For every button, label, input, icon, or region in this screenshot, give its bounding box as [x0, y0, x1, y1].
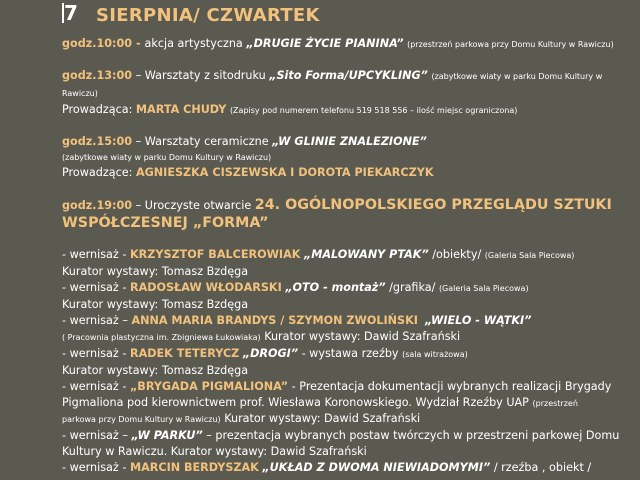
exhibition-prefix: - wernisaż –: [62, 429, 128, 443]
exhibition-prefix: - wernisaż -: [62, 248, 127, 262]
event-sep: –: [132, 199, 145, 213]
exhibition-prefix: - wernisaż -: [62, 379, 127, 393]
event-time: godz.10:00: [62, 37, 133, 50]
exhibition-text: Kultury w Rawiczu. Kurator wystawy: Dawid Szafrański: [62, 445, 367, 459]
event-place: (zabytkowe wiaty w parku Domu Kultury w Rawiczu): [62, 71, 603, 98]
leader-label: Prowadzące:: [62, 166, 133, 180]
exhibition-place: (Galeria Sala Piecowa): [484, 251, 575, 261]
exhibition-work: „MALOWANY PTAK”: [303, 248, 429, 262]
event-desc: Warsztaty z sitodruku: [144, 68, 266, 82]
event-desc: Uroczyste otwarcie: [144, 199, 252, 213]
festival-title-line2: WSPÓŁCZESNEJ „FORMA”: [62, 215, 269, 232]
exhibition-5: [62, 379, 632, 395]
exhibition-place: (przestrzeń: [532, 398, 578, 408]
exhibition-work: „OTO - montaż”: [285, 281, 386, 295]
event-time: godz.13:00: [62, 68, 133, 82]
festival-title-line1: 24. OGÓLNOPOLSKIEGO PRZEGLĄDU SZTUKI: [254, 197, 612, 214]
schedule: [62, 36, 632, 476]
exhibition-curator: Kurator wystawy: Tomasz Bzdęga: [62, 265, 249, 279]
exhibition-1: [62, 247, 632, 264]
exhibition-prefix: - wernisaż -: [62, 346, 127, 360]
exhibition-work: „UKŁAD Z DWOMA NIEWIADOMYMI”: [262, 461, 491, 475]
exhibition-type: /obiekty/: [432, 248, 482, 262]
exhibition-4: [62, 346, 632, 363]
exhibition-work: „W PARKU”: [131, 429, 203, 443]
exhibition-type: / rzeźba , obiekt /: [493, 461, 592, 475]
exhibition-7: [62, 460, 632, 476]
exhibition-3: [62, 313, 632, 329]
event-time: godz.19:00: [62, 199, 133, 213]
exhibition-6: [62, 428, 632, 444]
exhibition-type: - wystawa rzeźby: [301, 346, 399, 360]
day-number: 7: [62, 3, 86, 23]
event-desc: akcja artystyczna: [144, 37, 243, 50]
exhibition-work: „WIELO - WĄTKI”: [425, 313, 532, 327]
event-sep: –: [132, 68, 145, 82]
exhibition-text: Pigmaliona pod kierownictwem prof. Wiesława Koronowskiego. Wydział Rzeźby UAP: [62, 395, 529, 409]
exhibition-place: ( Pracownia plastyczna im. Zbigniewa Łukowiaka): [62, 332, 261, 342]
exhibition-prefix: - wernisaż -: [62, 461, 127, 475]
exhibition-curator: Kurator wystawy: Tomasz Bzdęga: [62, 363, 249, 377]
event-sep: -: [132, 37, 145, 50]
event-title: „DRUGIE ŻYCIE PIANINA”: [246, 37, 404, 50]
exhibition-text: - Prezentacja dokumentacji wybranych realizacji Brygady: [291, 379, 612, 393]
exhibition-curator: Kurator wystawy: Dawid Szafrański: [264, 329, 461, 343]
exhibition-5-line3: [62, 411, 632, 428]
exhibition-artist: ANNA MARIA BRANDYS / SZYMON ZWOLIŃSKI: [131, 313, 418, 327]
event-place: (zabytkowe wiaty w parku Domu Kultury w Rawiczu): [62, 152, 272, 162]
event-sep: –: [132, 134, 145, 148]
leader-note: (Zapisy pod numerem telefonu 519 518 556 – ilość miejsc ograniczona): [229, 105, 518, 115]
event-title: „W GLINIE ZNALEZIONE”: [272, 134, 427, 148]
event-19: [62, 196, 632, 214]
exhibition-artist: KRZYSZTOF BALCEROWIAK: [129, 248, 301, 262]
leader-label: Prowadząca:: [62, 102, 133, 116]
leader-name: MARTA CHUDY: [135, 102, 227, 116]
exhibition-artist: RADEK TETERYCZ: [129, 346, 240, 360]
exhibition-prefix: - wernisaż -: [62, 281, 127, 295]
exhibition-prefix: - wernisaż –: [62, 313, 128, 327]
day-label: SIERPNIA/ CZWARTEK: [96, 5, 320, 26]
event-time: godz.15:00: [62, 134, 133, 148]
exhibition-text: – prezentacja wybranych postaw twórczych w przestrzeni parkowej Domu: [206, 429, 620, 443]
exhibition-artist: MARCIN BERDYSZAK: [129, 461, 259, 475]
event-desc: Warsztaty ceramiczne: [144, 134, 269, 148]
event-place: (przestrzeń parkowa przy Domu Kultury w Rawiczu): [407, 40, 614, 49]
exhibition-curator: Kurator wystawy: Dawid Szafrański: [224, 412, 421, 426]
exhibition-type: /grafika/: [389, 281, 436, 295]
event-10: [62, 36, 632, 53]
event-13: [62, 68, 632, 102]
exhibition-place: (sala witrażowa): [402, 349, 468, 359]
exhibition-2: [62, 280, 632, 297]
event-15: [62, 134, 632, 150]
exhibition-3-details: [62, 329, 632, 346]
exhibition-5-line2: [62, 395, 632, 412]
exhibition-work: „DROGI”: [242, 346, 299, 360]
exhibition-artist: RADOSŁAW WŁODARSKI: [129, 281, 282, 295]
exhibition-curator: Kurator wystawy: Tomasz Bzdęga: [62, 298, 249, 312]
exhibition-work: „BRYGADA PIGMALIONA”: [129, 379, 289, 393]
exhibition-place: (Galeria Sala Piecowa): [438, 284, 529, 294]
event-13-leader: [62, 102, 632, 119]
day-header: [62, 3, 640, 27]
event-title: „Sito Forma/UPCYKLING”: [269, 68, 428, 82]
exhibition-place: parkowa przy Domu Kultury w Rawiczu): [62, 415, 221, 425]
leader-name: AGNIESZKA CISZEWSKA I DOROTA PIEKARCZYK: [135, 166, 434, 180]
event-15-leader: [62, 165, 632, 181]
